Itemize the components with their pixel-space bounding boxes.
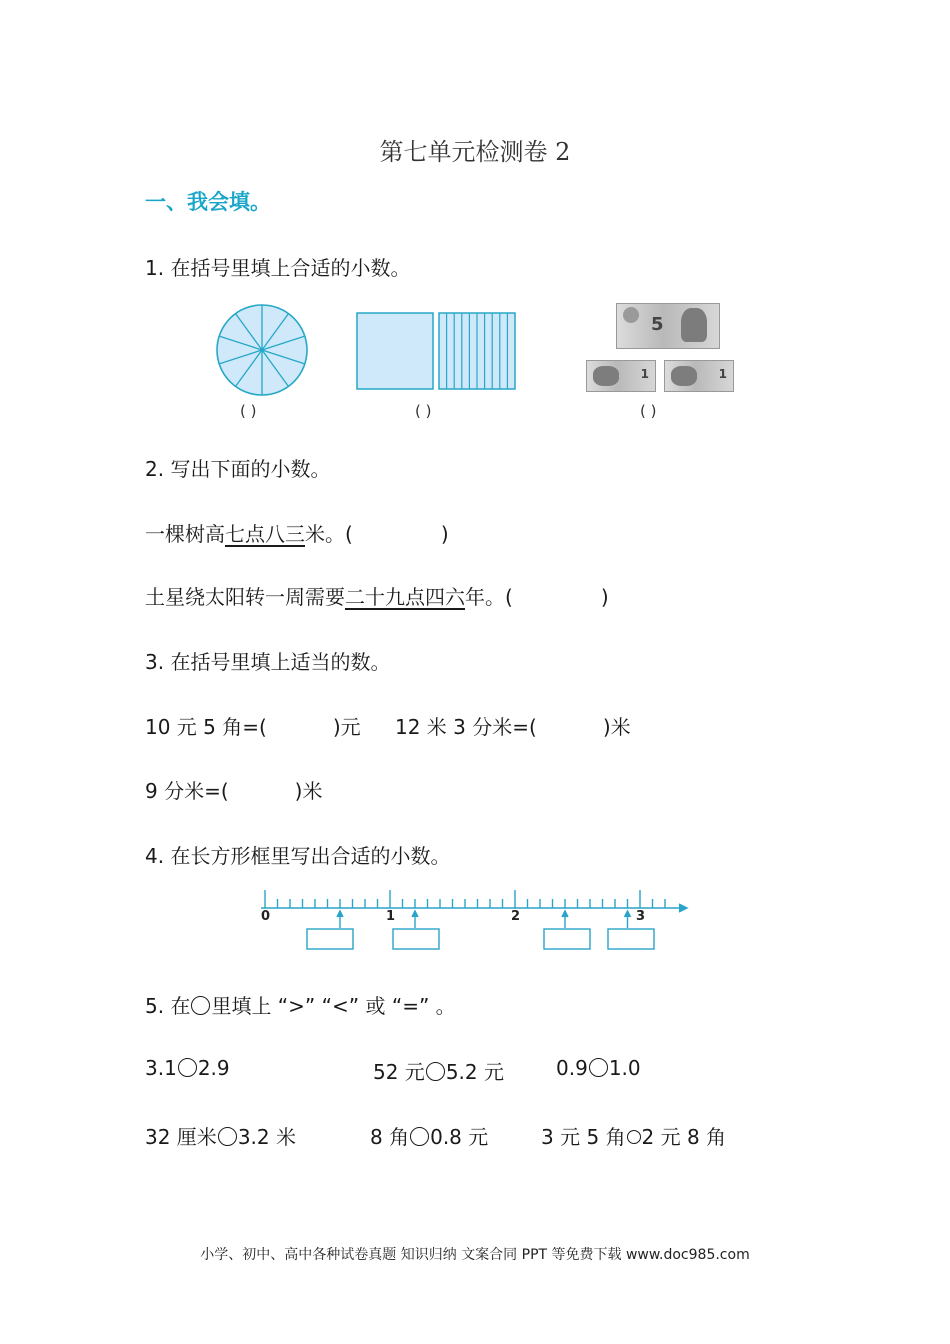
compare-circle[interactable] [218, 1127, 237, 1146]
pointer-arrow-icon [412, 911, 418, 917]
answer-blank-1[interactable]: ( ) [240, 402, 257, 420]
number-line [255, 884, 695, 954]
answer-box[interactable] [608, 929, 654, 949]
compare-5: 8 角 0.8 元 [370, 1125, 489, 1149]
compare-6: 3 元 5 角 2 元 8 角 [541, 1125, 727, 1149]
compare-4: 32 厘米 3.2 米 [145, 1125, 296, 1149]
answer-box[interactable] [393, 929, 439, 949]
compare-circle[interactable] [426, 1062, 445, 1081]
section-heading: 一、我会填。 [145, 190, 271, 214]
q3-item-1: 10 元 5 角=( )元 [145, 715, 361, 739]
q2-line-1: 一棵树高七点八三米。( ) [145, 522, 449, 546]
question-1: 1. 在括号里填上合适的小数。 [145, 256, 411, 280]
answer-box[interactable] [544, 929, 590, 949]
question-2: 2. 写出下面的小数。 [145, 457, 331, 481]
question-4: 4. 在长方形框里写出合适的小数。 [145, 844, 451, 868]
pointer-arrow-icon [562, 911, 568, 917]
compare-3: 0.9 1.0 [556, 1056, 641, 1080]
answer-blank-2[interactable]: ( ) [415, 402, 432, 420]
whole-square [357, 313, 433, 389]
pointer-arrow-icon [625, 911, 631, 917]
q3-item-2: 12 米 3 分米=( )米 [395, 715, 631, 739]
compare-2: 52 元 5.2 元 [373, 1060, 504, 1084]
q2-line-2: 土星绕太阳转一周需要二十九点四六年。( ) [145, 585, 609, 609]
tick-label: 0 [261, 909, 271, 924]
compare-circle[interactable] [627, 1130, 641, 1144]
tick-label: 1 [386, 909, 396, 924]
page-title: 第七单元检测卷 2 [379, 138, 571, 166]
compare-circle[interactable] [589, 1058, 608, 1077]
banknote-one-jiao-b: 1 [664, 360, 734, 392]
footer-text: 小学、初中、高中各种试卷真题 知识归纳 文案合同 PPT 等免费下载 www.doc985.com [200, 1247, 750, 1263]
answer-blank-3[interactable]: ( ) [640, 402, 657, 420]
tick-label: 3 [636, 909, 646, 924]
q3-item-3: 9 分米=( )米 [145, 779, 323, 803]
answer-box[interactable] [307, 929, 353, 949]
fraction-circle [214, 302, 310, 398]
compare-circle[interactable] [178, 1058, 197, 1077]
question-5: 5. 在 里填上 “>” “<” 或 “=” 。 [145, 994, 456, 1018]
circle-symbol-icon [191, 996, 210, 1015]
fraction-squares [355, 311, 521, 391]
pointer-arrow-icon [337, 911, 343, 917]
question-3: 3. 在括号里填上适当的数。 [145, 650, 391, 674]
compare-circle[interactable] [410, 1127, 429, 1146]
tick-label: 2 [511, 909, 521, 924]
banknote-five-yuan: 5 [616, 303, 720, 349]
banknote-one-jiao-a: 1 [586, 360, 656, 392]
compare-1: 3.1 2.9 [145, 1056, 230, 1080]
axis-arrow-icon [679, 904, 687, 912]
